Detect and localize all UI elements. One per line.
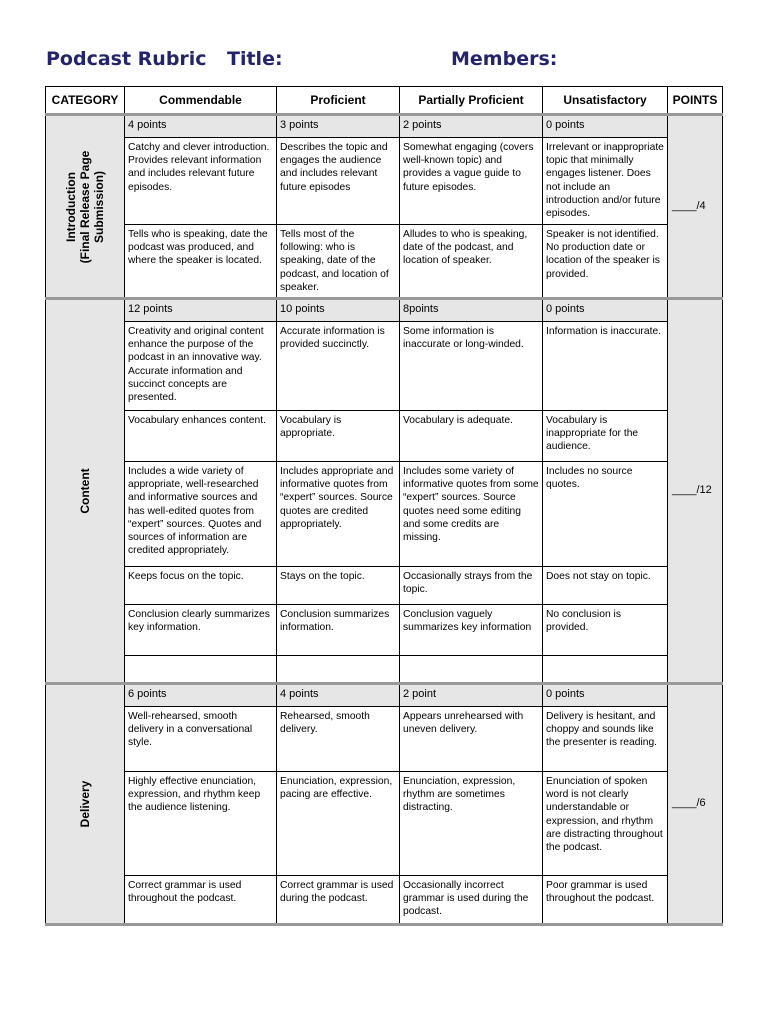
category-cell-introduction [46, 115, 125, 299]
score-cell: ____/4 [668, 115, 723, 299]
points-cell: 2 point [400, 684, 543, 707]
criteria-cell: Somewhat engaging (covers well-known topic) and provides a vague guide to future episodes. [400, 138, 543, 225]
criteria-cell: Conclusion clearly summarizes key information. [125, 605, 277, 656]
criteria-cell: Enunciation, expression, pacing are effective. [277, 772, 400, 876]
criteria-row [46, 225, 723, 299]
category-cell-content [46, 299, 125, 684]
col-header-partially-proficient: Partially Proficient [400, 87, 543, 115]
criteria-cell: Well-rehearsed, smooth delivery in a conversational style. [125, 707, 277, 772]
criteria-cell [125, 656, 277, 684]
rubric-table [45, 86, 723, 926]
col-header-commendable: Commendable [125, 87, 277, 115]
col-header-category: CATEGORY [46, 87, 125, 115]
criteria-cell: Creativity and original content enhance the purpose of the podcast in an innovative way. Accurate information and succinct concepts are presented. [125, 322, 277, 411]
score-cell: ____/6 [668, 684, 723, 925]
criteria-cell: Vocabulary enhances content. [125, 411, 277, 462]
criteria-cell: Vocabulary is appropriate. [277, 411, 400, 462]
criteria-cell [277, 656, 400, 684]
points-cell: 3 points [277, 115, 400, 138]
points-row [46, 684, 723, 707]
points-cell: 0 points [543, 115, 668, 138]
category-label: Content [78, 468, 92, 514]
criteria-cell: Accurate information is provided succinctly. [277, 322, 400, 411]
points-cell: 6 points [125, 684, 277, 707]
criteria-row [46, 707, 723, 772]
category-label: Delivery [78, 780, 92, 828]
members-label: Members: [451, 48, 558, 70]
criteria-cell: Alludes to who is speaking, date of the podcast, and location of speaker. [400, 225, 543, 299]
col-header-proficient: Proficient [277, 87, 400, 115]
points-cell: 0 points [543, 684, 668, 707]
points-cell: 8points [400, 299, 543, 322]
criteria-cell: Correct grammar is used during the podcast. [277, 876, 400, 925]
criteria-cell: Includes appropriate and informative quotes from “expert” sources. Source quotes are credited appropriately. [277, 462, 400, 567]
criteria-cell: Includes a wide variety of appropriate, well-researched and informative sources and has well-edited quotes from “expert” sources. Quotes and sources of information are credited appropriately. [125, 462, 277, 567]
criteria-row [46, 138, 723, 225]
criteria-cell: Describes the topic and engages the audience and includes relevant future episodes [277, 138, 400, 225]
points-cell: 2 points [400, 115, 543, 138]
title-label: Title: [227, 48, 283, 70]
criteria-cell: Correct grammar is used throughout the podcast. [125, 876, 277, 925]
criteria-row [46, 462, 723, 567]
criteria-cell: Appears unrehearsed with uneven delivery. [400, 707, 543, 772]
criteria-cell: Occasionally incorrect grammar is used during the podcast. [400, 876, 543, 925]
criteria-cell: Keeps focus on the topic. [125, 567, 277, 605]
points-row [46, 115, 723, 138]
header-row [46, 87, 723, 115]
criteria-cell: Does not stay on topic. [543, 567, 668, 605]
criteria-row [46, 567, 723, 605]
criteria-row [46, 876, 723, 925]
rubric-title: Podcast Rubric [46, 48, 207, 70]
criteria-cell: Catchy and clever introduction. Provides relevant information and includes relevant future episodes. [125, 138, 277, 225]
criteria-cell: Enunciation, expression, rhythm are sometimes distracting. [400, 772, 543, 876]
criteria-cell: Vocabulary is adequate. [400, 411, 543, 462]
criteria-cell: Occasionally strays from the topic. [400, 567, 543, 605]
score-cell: ____/12 [668, 299, 723, 684]
criteria-cell: Delivery is hesitant, and choppy and sounds like the presenter is reading. [543, 707, 668, 772]
category-cell-delivery [46, 684, 125, 925]
criteria-cell: Conclusion summarizes information. [277, 605, 400, 656]
criteria-row [46, 322, 723, 411]
rubric-header [0, 44, 768, 74]
criteria-row [46, 605, 723, 656]
criteria-cell: Stays on the topic. [277, 567, 400, 605]
criteria-cell: Enunciation of spoken word is not clearly understandable or expression, and rhythm are distracting throughout the podcast. [543, 772, 668, 876]
criteria-row [46, 772, 723, 876]
col-header-unsatisfactory: Unsatisfactory [543, 87, 668, 115]
criteria-cell: Some information is inaccurate or long-winded. [400, 322, 543, 411]
points-cell: 4 points [125, 115, 277, 138]
criteria-cell: Tells most of the following: who is speaking, date of the podcast, and location of speaker. [277, 225, 400, 299]
criteria-cell: Rehearsed, smooth delivery. [277, 707, 400, 772]
criteria-cell: Information is inaccurate. [543, 322, 668, 411]
points-cell: 10 points [277, 299, 400, 322]
points-cell: 0 points [543, 299, 668, 322]
points-row [46, 299, 723, 322]
criteria-row [46, 656, 723, 684]
category-label: Introduction (Final Release Page Submission) [64, 150, 106, 263]
criteria-cell: No conclusion is provided. [543, 605, 668, 656]
criteria-cell: Tells who is speaking, date the podcast was produced, and where the speaker is located. [125, 225, 277, 299]
criteria-cell: Irrelevant or inappropriate topic that minimally engages listener. Does not include an introduction and/or future episodes. [543, 138, 668, 225]
criteria-cell: Highly effective enunciation, expression, and rhythm keep the audience listening. [125, 772, 277, 876]
points-cell: 4 points [277, 684, 400, 707]
criteria-cell: Poor grammar is used throughout the podcast. [543, 876, 668, 925]
criteria-row [46, 411, 723, 462]
criteria-cell [400, 656, 543, 684]
criteria-cell [543, 656, 668, 684]
criteria-cell: Conclusion vaguely summarizes key information [400, 605, 543, 656]
criteria-cell: Vocabulary is inappropriate for the audience. [543, 411, 668, 462]
criteria-cell: Includes no source quotes. [543, 462, 668, 567]
criteria-cell: Includes some variety of informative quotes from some “expert” sources. Source quotes need some editing and some credits are missing. [400, 462, 543, 567]
col-header-points: POINTS [668, 87, 723, 115]
criteria-cell: Speaker is not identified. No production date or location of the speaker is provided. [543, 225, 668, 299]
points-cell: 12 points [125, 299, 277, 322]
